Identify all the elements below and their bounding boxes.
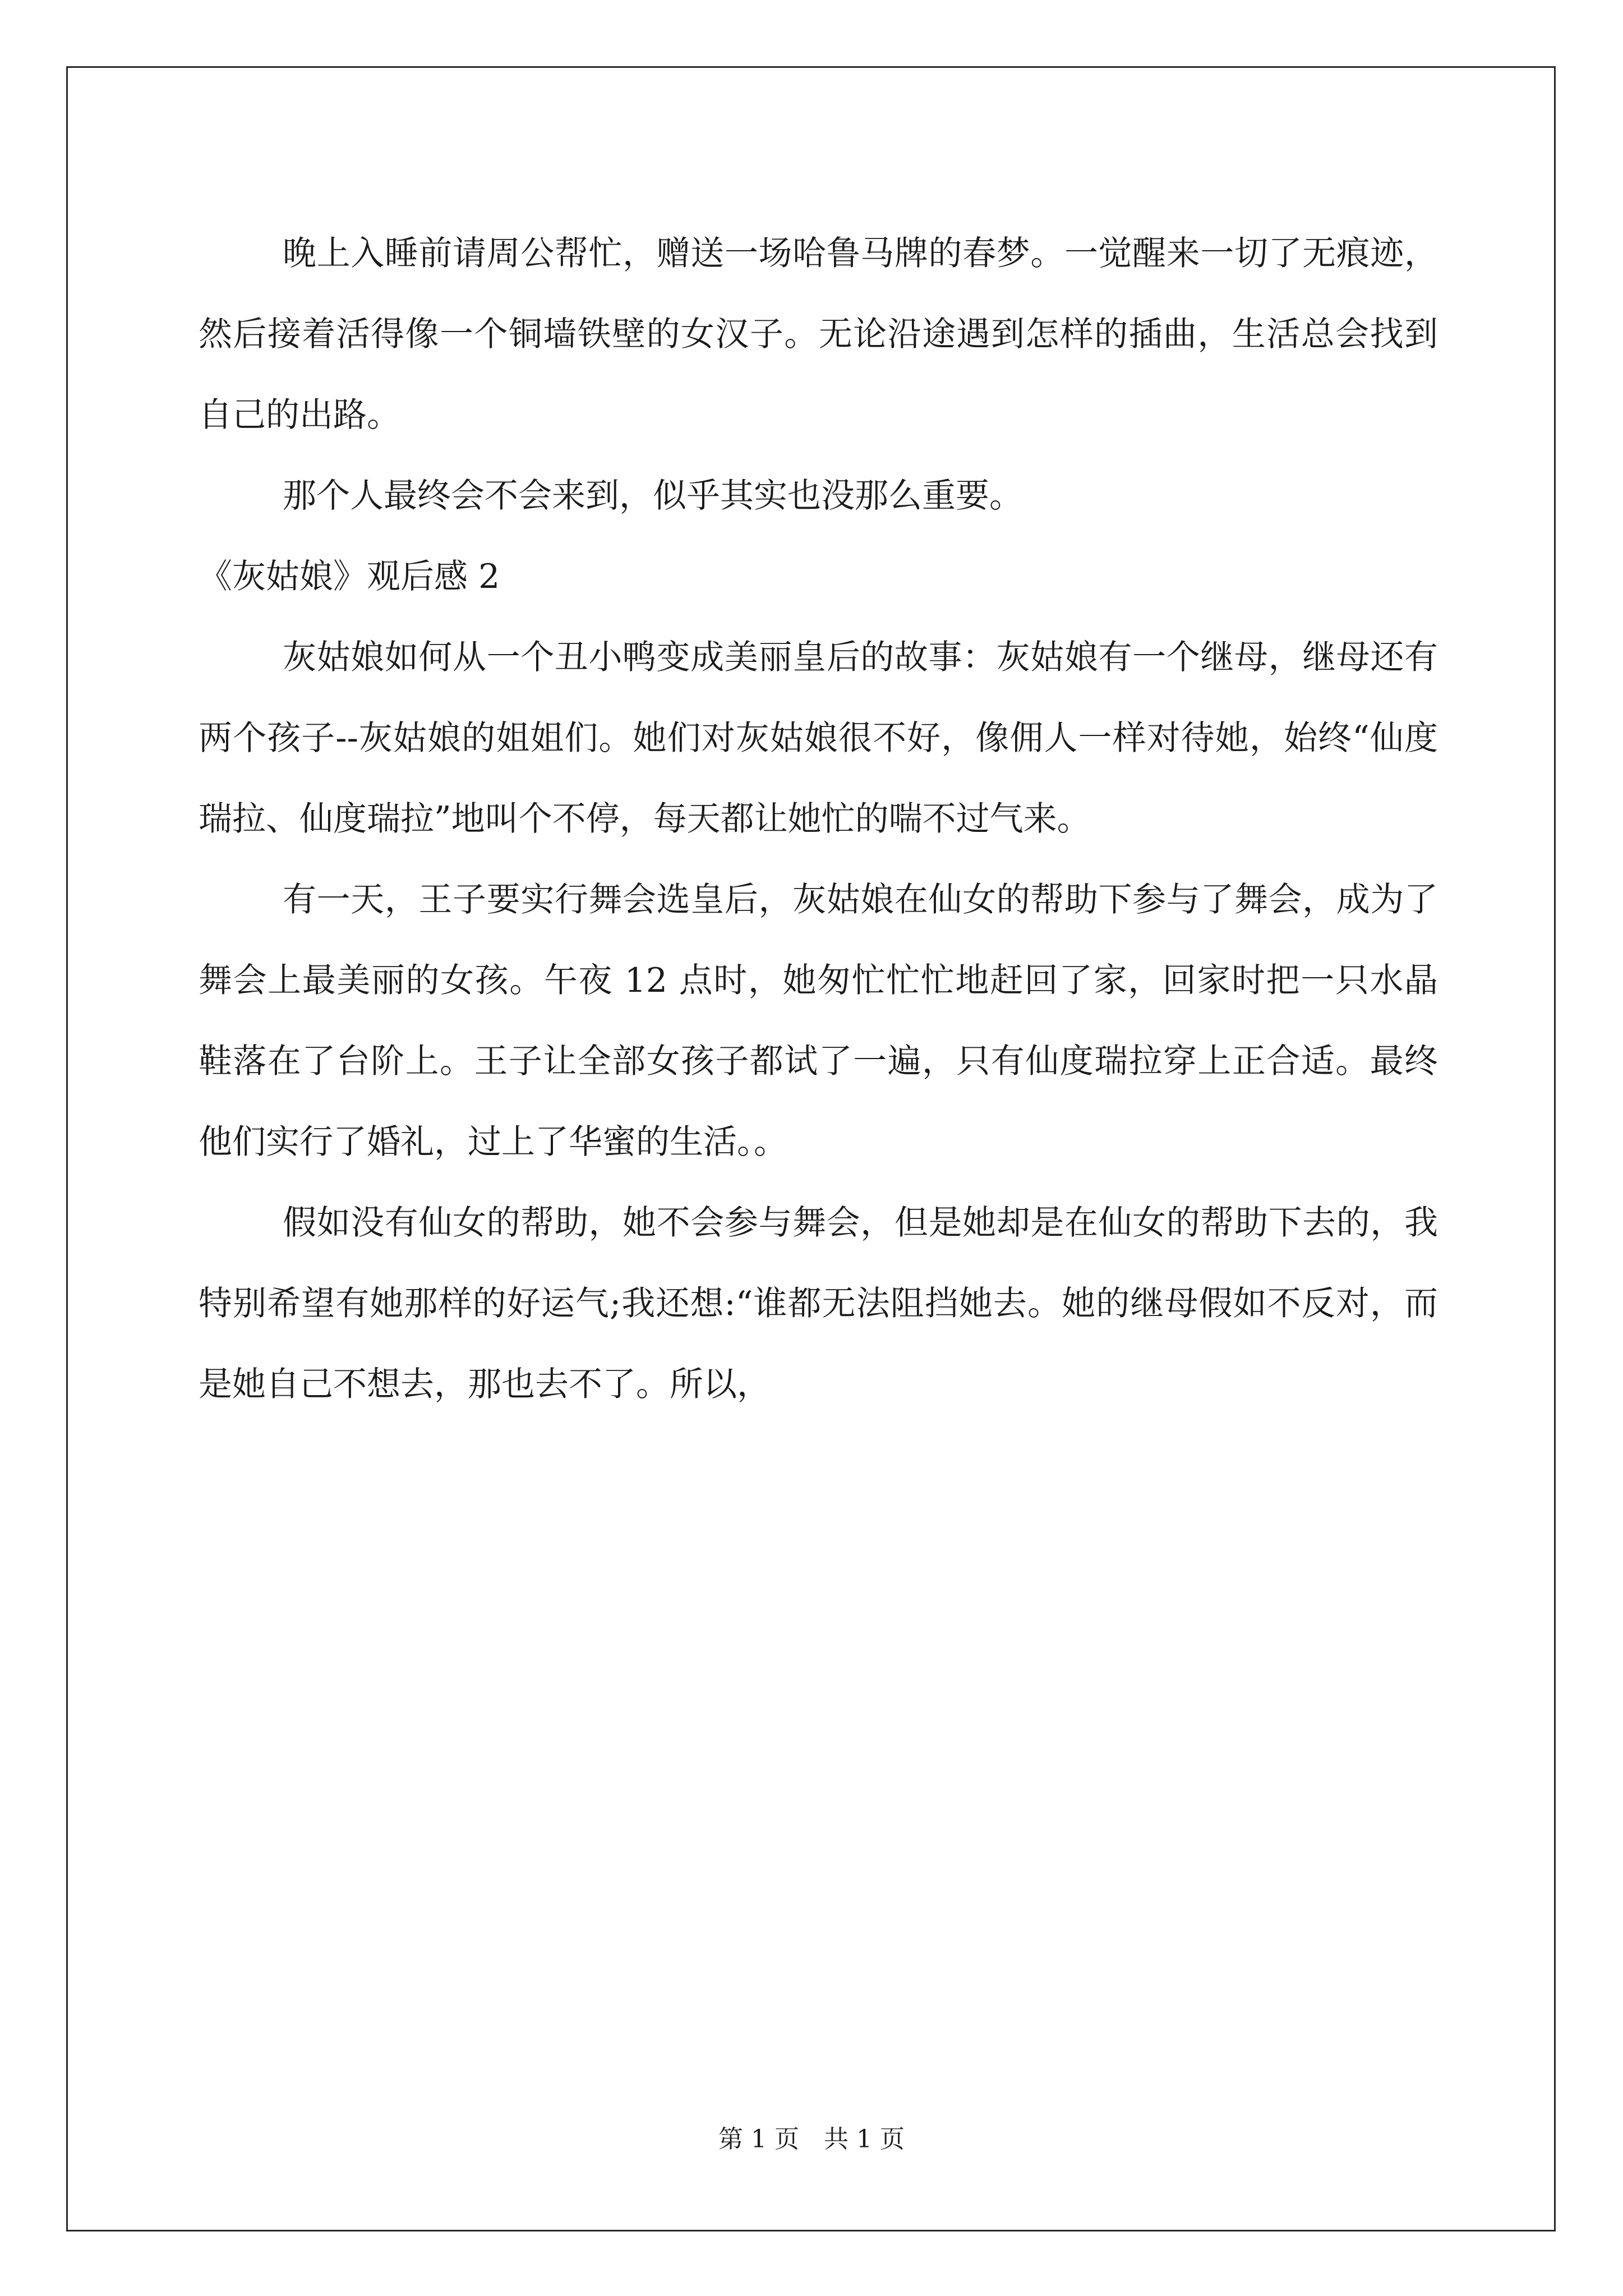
paragraph: 假如没有仙女的帮助，她不会参与舞会，但是她却是在仙女的帮助下去的，我特别希望有她那样的好运气;我还想:“谁都无法阻挡她去。她的继母假如不反对，而是她自己不想去，那也去不了。所以， [199,1203,1438,1404]
document-body [199,213,1438,1425]
page-footer: 第 1 页 共 1 页 [718,2125,905,2154]
paragraph: 有一天，王子要实行舞会选皇后，灰姑娘在仙女的帮助下参与了舞会，成为了舞会上最美丽的女孩。午夜 12 点时，她匆忙忙忙地赶回了家，回家时把一只水晶鞋落在了台阶上。王子让全部女孩子都试了一遍，只有仙度瑞拉穿上正合适。最终他们实行了婚礼，过上了华蜜的生活。。 [199,880,1438,1162]
paragraph: 灰姑娘如何从一个丑小鸭变成美丽皇后的故事：灰姑娘有一个继母，继母还有两个孩子--灰姑娘的姐姐们。她们对灰姑娘很不好，像佣人一样对待她，始终“仙度瑞拉、仙度瑞拉”地叫个不停，每天都让她忙的喘不过气来。 [199,638,1438,839]
section-heading: 《灰姑娘》观后感 2 [199,557,500,596]
paragraph: 晚上入睡前请周公帮忙，赠送一场哈鲁马牌的春梦。一觉醒来一切了无痕迹，然后接着活得像一个铜墙铁壁的女汉子。无论沿途遇到怎样的插曲，生活总会找到自己的出路。 [199,234,1438,435]
paragraph: 那个人最终会不会来到，似乎其实也没那么重要。 [283,476,1023,516]
